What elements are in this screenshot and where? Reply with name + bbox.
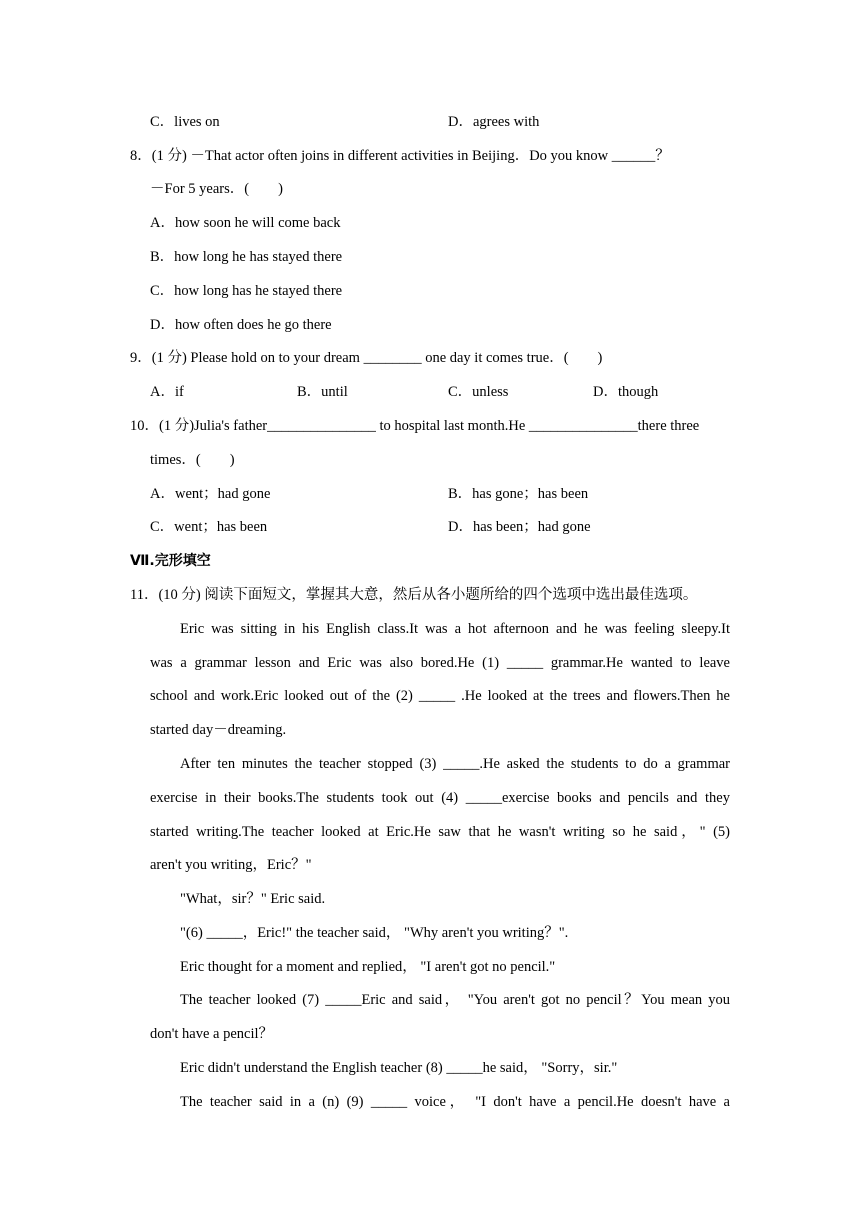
section-heading: Ⅶ.完形填空	[130, 553, 211, 569]
q11-stem: 11．(10 分) 阅读下面短文，掌握其大意，然后从各小题所给的四个选项中选出最佳选项。	[130, 587, 698, 603]
passage-line: started day－dreaming.	[150, 722, 287, 738]
q8-option-a: A．how soon he will come back	[150, 215, 341, 231]
passage-line: After ten minutes the teacher stopped (3) _____.He asked the students to do a grammar	[180, 756, 730, 772]
passage-line: Eric thought for a moment and replied， "I aren't got no pencil."	[180, 959, 556, 975]
passage-line: Eric was sitting in his English class.It was a hot afternoon and he was feeling sleepy.It	[180, 621, 730, 637]
q9-option-b: B．until	[297, 384, 348, 400]
passage-line: started writing.The teacher looked at Eric.He saw that he wasn't writing so he said，" (5)	[150, 824, 730, 840]
passage-line: "What，sir？" Eric said.	[180, 891, 326, 907]
q9-stem: 9．(1 分) Please hold on to your dream ________ one day it comes true．( )	[130, 350, 603, 366]
passage-line: was a grammar lesson and Eric was also bored.He (1) _____ grammar.He wanted to leave	[150, 655, 730, 671]
q7-option-c: C．lives on	[150, 114, 220, 130]
q10-option-a: A．went；had gone	[150, 486, 271, 502]
passage-line: "(6) _____，Eric!" the teacher said， "Why aren't you writing？".	[180, 925, 569, 941]
passage-line: The teacher said in a (n) (9) _____ voice， "I don't have a pencil.He doesn't have a	[180, 1094, 730, 1110]
passage-line: school and work.Eric looked out of the (2) _____ .He looked at the trees and flowers.Then he	[150, 688, 730, 704]
q10-stem: 10．(1 分)Julia's father_______________ to hospital last month.He _______________there three	[130, 418, 700, 434]
q8-option-d: D．how often does he go there	[150, 317, 332, 333]
q10-stem-cont: times．( )	[150, 452, 235, 468]
q8-option-b: B．how long he has stayed there	[150, 249, 343, 265]
passage-line: aren't you writing，Eric？"	[150, 857, 312, 873]
q9-option-c: C．unless	[448, 384, 509, 400]
q8-stem: 8．(1 分) －That actor often joins in different activities in Beijing．Do you know ______？	[130, 148, 670, 164]
q9-option-a: A．if	[150, 384, 184, 400]
passage-line: exercise in their books.The students took out (4) _____exercise books and pencils and they	[150, 790, 730, 806]
q8-option-c: C．how long has he stayed there	[150, 283, 343, 299]
q10-option-d: D．has been；had gone	[448, 519, 591, 535]
passage-line: don't have a pencil？	[150, 1026, 274, 1042]
q8-reply: －For 5 years．( )	[150, 181, 283, 197]
q7-option-d: D．agrees with	[448, 114, 540, 130]
passage-line: Eric didn't understand the English teacher (8) _____he said， "Sorry，sir."	[180, 1060, 618, 1076]
q10-option-b: B．has gone；has been	[448, 486, 589, 502]
q10-option-c: C．went；has been	[150, 519, 268, 535]
q9-option-d: D．though	[593, 384, 659, 400]
passage-line: The teacher looked (7) _____Eric and said， "You aren't got no pencil？You mean you	[180, 992, 730, 1008]
